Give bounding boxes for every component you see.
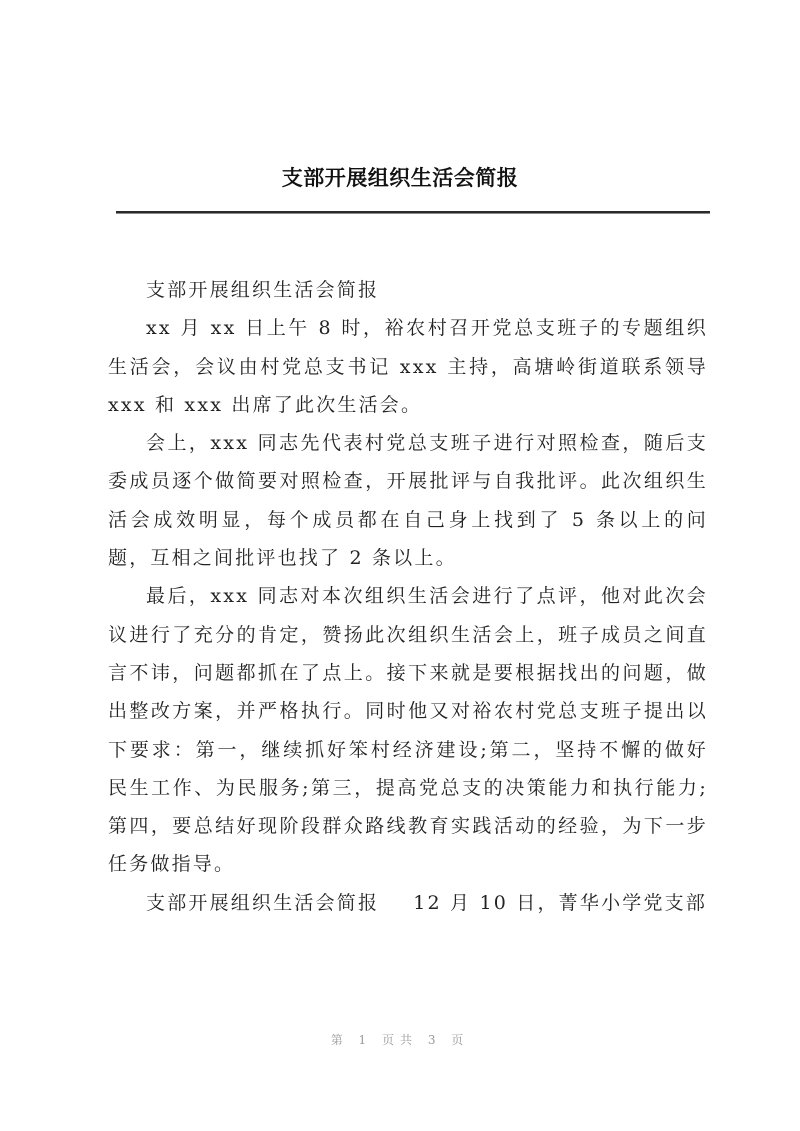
paragraph-self-review: 会上，xxx 同志先代表村党总支班子进行对照检查，随后支委成员逐个做简要对照检查，开展批评与自我批评。此次组织生活会成效明显，每个成员都在自己身上找到了 5 条以上的问题，互相之间批评也找了 2 条以上。 — [108, 432, 708, 570]
document-title: 支部开展组织生活会简报 — [281, 166, 519, 190]
paragraph-meeting-intro: xx 月 xx 日上午 8 时，裕农村召开党总支班子的专题组织生活会，会议由村党总支书记 xxx 主持，高塘岭街道联系领导 xxx 和 xxx 出席了此次生活会。 — [108, 317, 708, 416]
paragraph-second-report — [108, 884, 708, 922]
paragraph-closing-remarks: 最后，xxx 同志对本次组织生活会进行了点评，他对此次会议进行了充分的肯定，赞扬此次组织生活会上，班子成员之间直言不讳，问题都抓在了点上。接下来就是要根据找出的问题，做出整改方案，并严格执行。同时他又对裕农村党总支班子提出以下要求：第一，继续抓好笨村经济建设;第二，坚持不懈的做好民生工作、为民服务;第三，提高党总支的决策能力和执行能力;第四，要总结好现阶段群众路线教育实践活动的经验，为下一步任务做指导。 — [108, 585, 708, 876]
second-report-title: 支部开展组织生活会简报 — [146, 891, 380, 914]
page-number-footer: 第 1 页共 3 页 — [330, 1033, 470, 1047]
second-report-lead: 12 月 10 日，菁华小学党支部 — [413, 891, 708, 914]
paragraph-heading: 支部开展组织生活会简报 — [146, 279, 380, 301]
document-body — [108, 271, 708, 922]
title-divider — [116, 211, 710, 214]
